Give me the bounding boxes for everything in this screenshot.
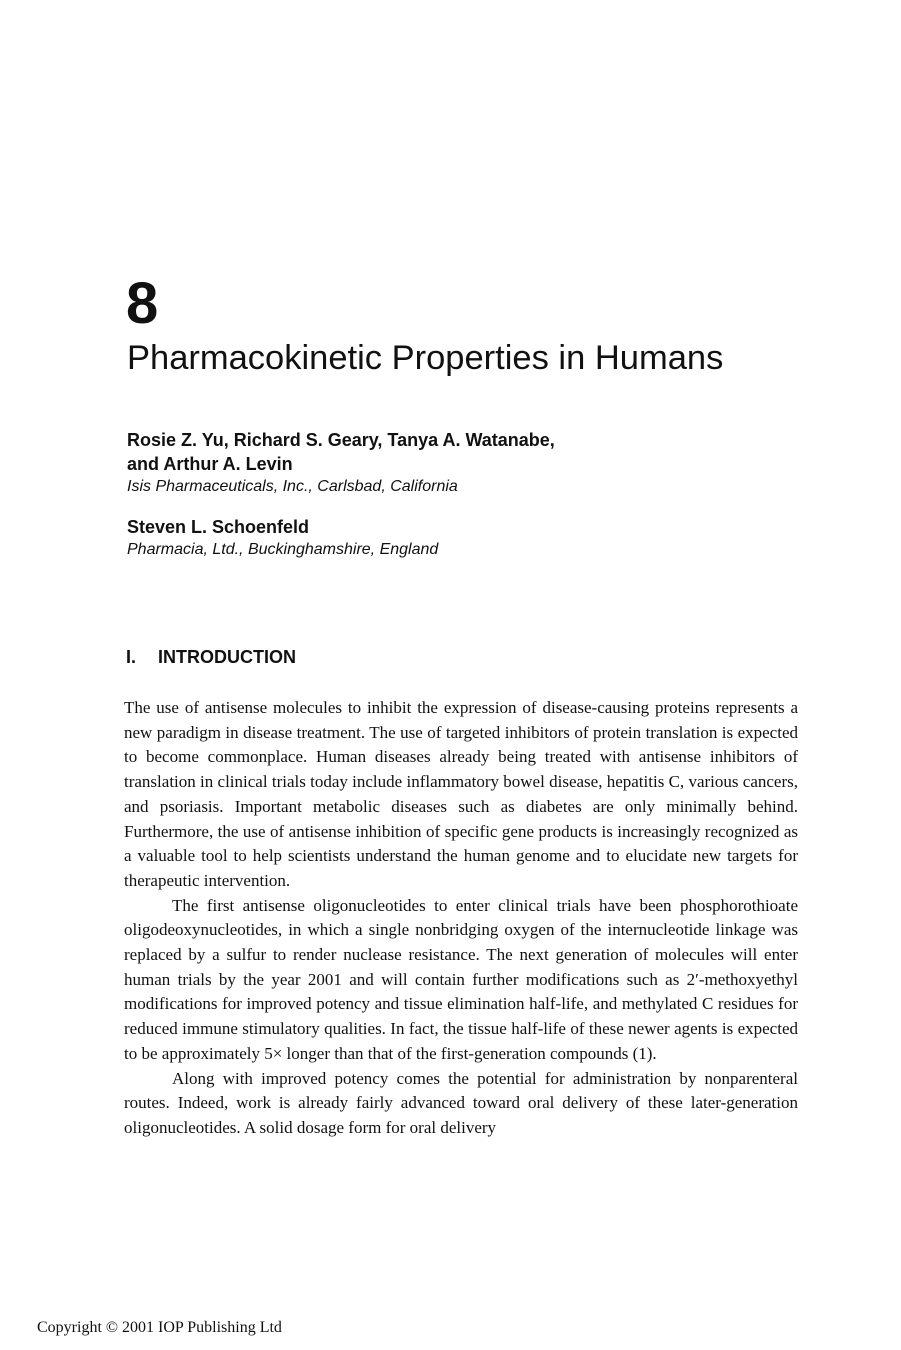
section-heading	[126, 645, 296, 669]
author-names-line-1: Rosie Z. Yu, Richard S. Geary, Tanya A. Watanabe,	[127, 430, 555, 450]
author-names-line-2: and Arthur A. Levin	[127, 454, 293, 474]
author-group-isis	[127, 428, 555, 498]
chapter-title: Pharmacokinetic Properties in Humans	[127, 339, 724, 377]
author-affiliation: Pharmacia, Ltd., Buckinghamshire, England	[127, 541, 439, 558]
copyright-footer: Copyright © 2001 IOP Publishing Ltd	[37, 1319, 282, 1336]
paragraph: The first antisense oligonucleotides to enter clinical trials have been phosphorothioate oligodeoxynucleotides, in which a single nonbridging oxygen of the internucleotide linkage was replaced by a sulfur to render nuclease resistance. The next generation of molecules will enter human trials by the year 2001 and will contain further modifications such as 2′-methoxyethyl modifications for improved potency and tissue elimination half-life, and methylated C residues for reduced immune stimulatory qualities. In fact, the tissue half-life of these newer agents is expected to be approximately 5× longer than that of the first-generation compounds (1).	[124, 895, 798, 1063]
chapter-number: 8	[126, 271, 159, 336]
author-affiliation: Isis Pharmaceuticals, Inc., Carlsbad, California	[127, 478, 458, 495]
author-group-pharmacia	[127, 515, 438, 561]
body-text	[124, 696, 798, 1141]
paragraph: Along with improved potency comes the potential for administration by nonparenteral routes. Indeed, work is already fairly advanced toward oral delivery of these later-generation oligonucleotides. A solid dosage form for oral delivery	[124, 1068, 798, 1137]
author-names-line-1: Steven L. Schoenfeld	[127, 517, 310, 537]
section-title: INTRODUCTION	[158, 647, 296, 667]
paragraph: The use of antisense molecules to inhibit the expression of disease-causing proteins represents a new paradigm in disease treatment. The use of targeted inhibitors of protein translation is expected to become commonplace. Human diseases already being treated with antisense inhibitors of translation in clinical trials today include inflammatory bowel disease, hepatitis C, various cancers, and psoriasis. Important metabolic diseases such as diabetes are only minimally behind. Furthermore, the use of antisense inhibition of specific gene products is increasingly recognized as a valuable tool to help scientists understand the human genome and to elucidate new targets for therapeutic intervention.	[124, 698, 798, 890]
section-number: I.	[126, 647, 137, 667]
